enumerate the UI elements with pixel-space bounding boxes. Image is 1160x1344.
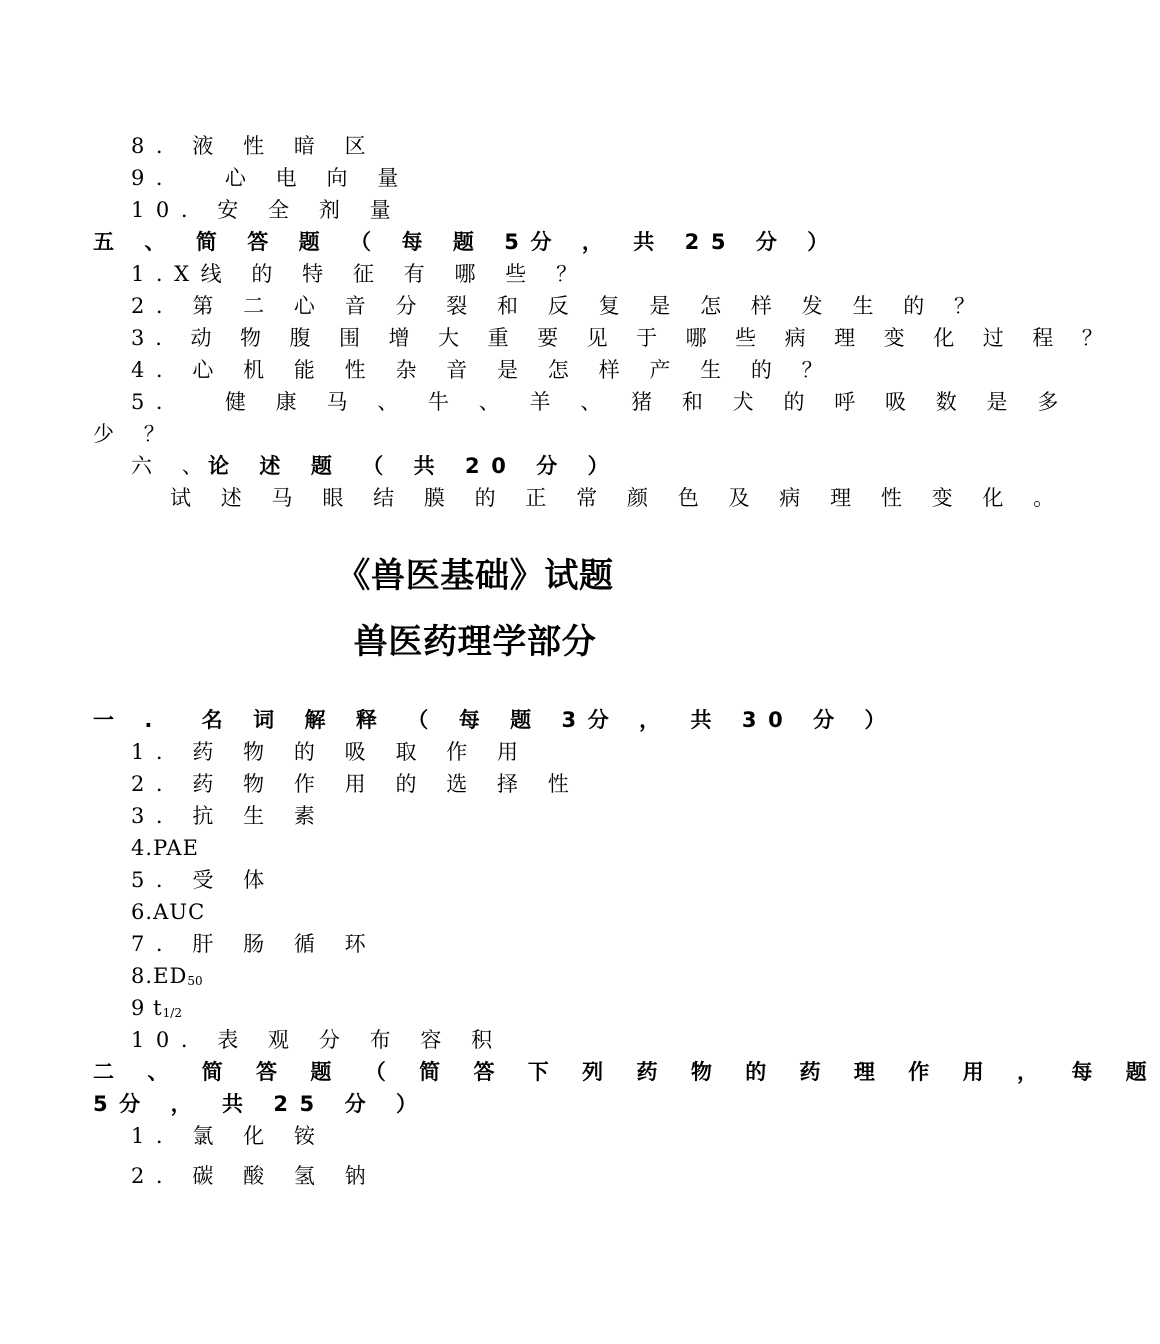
section5-item-2: 2. 第 二 心 音 分 裂 和 反 复 是 怎 样 发 生 的 ？ xyxy=(131,294,987,318)
section5-item-1: 1.X线 的 特 征 有 哪 些 ？ xyxy=(131,262,589,286)
part2-section2-item-2: 2. 碳 酸 氢 钠 xyxy=(131,1164,378,1188)
section6-prefix: 六 、 xyxy=(131,454,215,478)
part2-section2-item-1: 1. 氯 化 铵 xyxy=(131,1124,327,1148)
section5-item-4: 4. 心 机 能 性 杂 音 是 怎 样 产 生 的 ？ xyxy=(131,358,835,382)
part2-item-4: 4.PAE xyxy=(131,836,199,860)
part2-item-2: 2. 药 物 作 用 的 选 择 性 xyxy=(131,772,581,796)
page-title: 《兽医基础》试题 xyxy=(336,556,614,596)
part2-item-7: 7. 肝 肠 循 环 xyxy=(131,932,378,956)
q4-item-9: 9． 心 电 向 量 xyxy=(131,166,410,190)
item9-main: 9 t xyxy=(131,996,163,1020)
item9-subscript: 1/2 xyxy=(162,1006,182,1020)
section5-item-5: 5． 健 康 马 、 牛 、 羊 、 猪 和 犬 的 呼 吸 数 是 多 xyxy=(131,390,1070,414)
part2-item-9 xyxy=(131,996,182,1025)
section6-text: 试 述 马 眼 结 膜 的 正 常 颜 色 及 病 理 性 变 化 。 xyxy=(170,486,1066,510)
section5-item-3: 3. 动 物 腹 围 增 大 重 要 见 于 哪 些 病 理 变 化 过 程 ？ xyxy=(131,326,1114,350)
part2-item-10: 10. 表 观 分 布 容 积 xyxy=(131,1028,504,1052)
item8-main: 8.ED xyxy=(131,964,188,988)
section5-item-5-cont: 少 ？ xyxy=(93,422,177,446)
part2-section1-heading: 一 . 名 词 解 释 （ 每 题 3分 ， 共 30 分 ） xyxy=(93,708,898,732)
part2-item-5: 5. 受 体 xyxy=(131,868,276,892)
q4-item-10: 10. 安 全 剂 量 xyxy=(131,198,403,222)
part2-item-3: 3. 抗 生 素 xyxy=(131,804,327,828)
item8-subscript: 50 xyxy=(187,974,203,988)
section5-heading: 五 、 简 答 题 （ 每 题 5分 ， 共 25 分 ） xyxy=(93,230,840,254)
part2-item-1: 1. 药 物 的 吸 取 作 用 xyxy=(131,740,530,764)
page-subtitle: 兽医药理学部分 xyxy=(353,622,597,662)
part2-item-6: 6.AUC xyxy=(131,900,206,924)
part2-section2-heading-line1: 二 、 简 答 题 （ 简 答 下 列 药 物 的 药 理 作 用 ， 每 题 xyxy=(93,1060,1160,1084)
part2-item-8 xyxy=(131,964,203,993)
part2-section2-heading-line2: 5分 ， 共 25 分 ） xyxy=(93,1092,429,1116)
section6-heading: 论 述 题 （ 共 20 分 ） xyxy=(208,454,621,478)
q4-item-8: 8. 液 性 暗 区 xyxy=(131,134,378,158)
